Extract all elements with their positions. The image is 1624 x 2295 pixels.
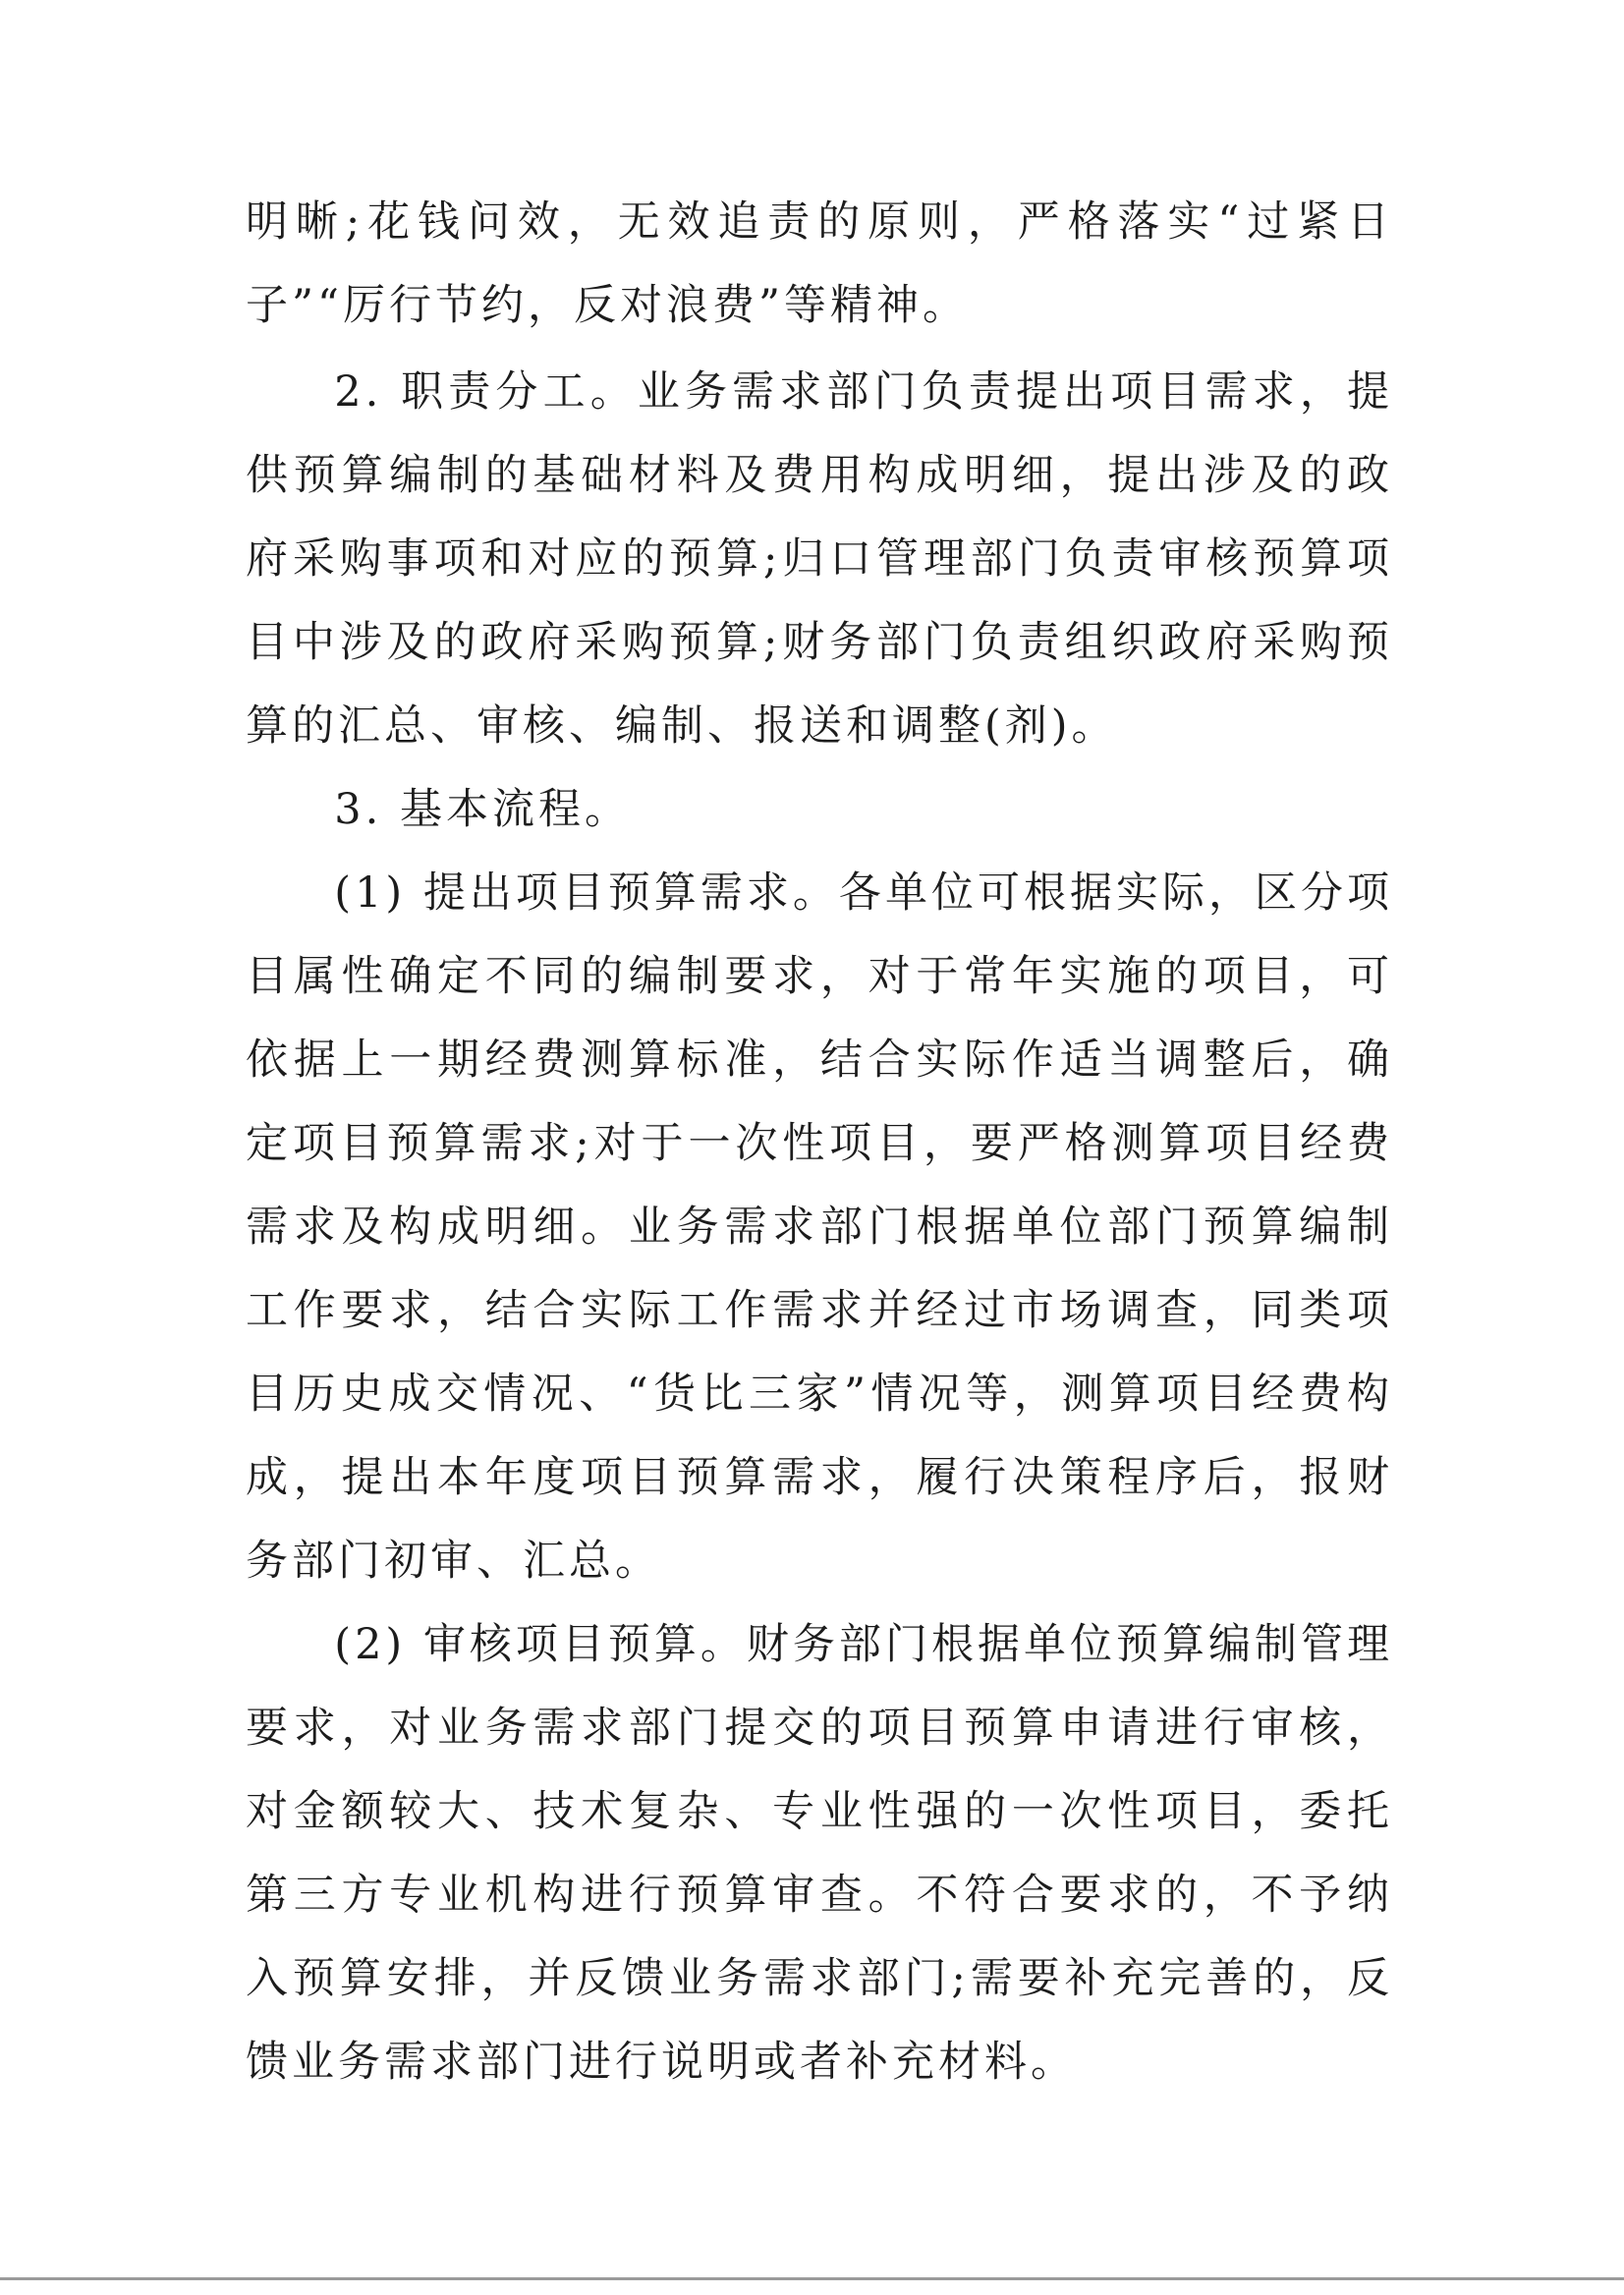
text-block-1 [246,181,1393,348]
paragraph-responsibilities: 2. 职责分工。业务需求部门负责提出项目需求，提供预算编制的基础材料及费用构成明细，提出涉及的政府采购事项和对应的预算;归口管理部门负责审核预算项目中涉及的政府采购预算;财务部门负责组织政府采购预算的汇总、审核、编制、报送和调整(剂)。 [246,367,1393,751]
paragraph-basic-process: 3. 基本流程。 [334,785,631,834]
paragraph-review-budget: (2) 审核项目预算。财务部门根据单位预算编制管理要求，对业务需求部门提交的项目预算申请进行审核，对金额较大、技术复杂、专业性强的一次性项目，委托第三方专业机构进行预算审查。不符合要求的，不予纳入预算安排，并反馈业务需求部门;需要补充完善的，反馈业务需求部门进行说明或者补充材料。 [246,1620,1393,2087]
paragraph-submit-budget-demand: (1) 提出项目预算需求。各单位可根据实际，区分项目属性确定不同的编制要求，对于常年实施的项目，可依据上一期经费测算标准，结合实际作适当调整后，确定项目预算需求;对于一次性项目，要严格测算项目经费需求及构成明细。业务需求部门根据单位部门预算编制工作要求，结合实际工作需求并经过市场调查，同类项目历史成交情况、“货比三家”情况等，测算项目经费构成，提出本年度项目预算需求，履行决策程序后，报财务部门初审、汇总。 [246,868,1393,1586]
text-block-2 [246,351,1393,2104]
page-bottom-edge [0,2277,1624,2280]
paragraph-continuation: 明晰;花钱问效，无效追责的原则，严格落实“过紧日子”“厉行节约，反对浪费”等精神。 [246,197,1393,330]
